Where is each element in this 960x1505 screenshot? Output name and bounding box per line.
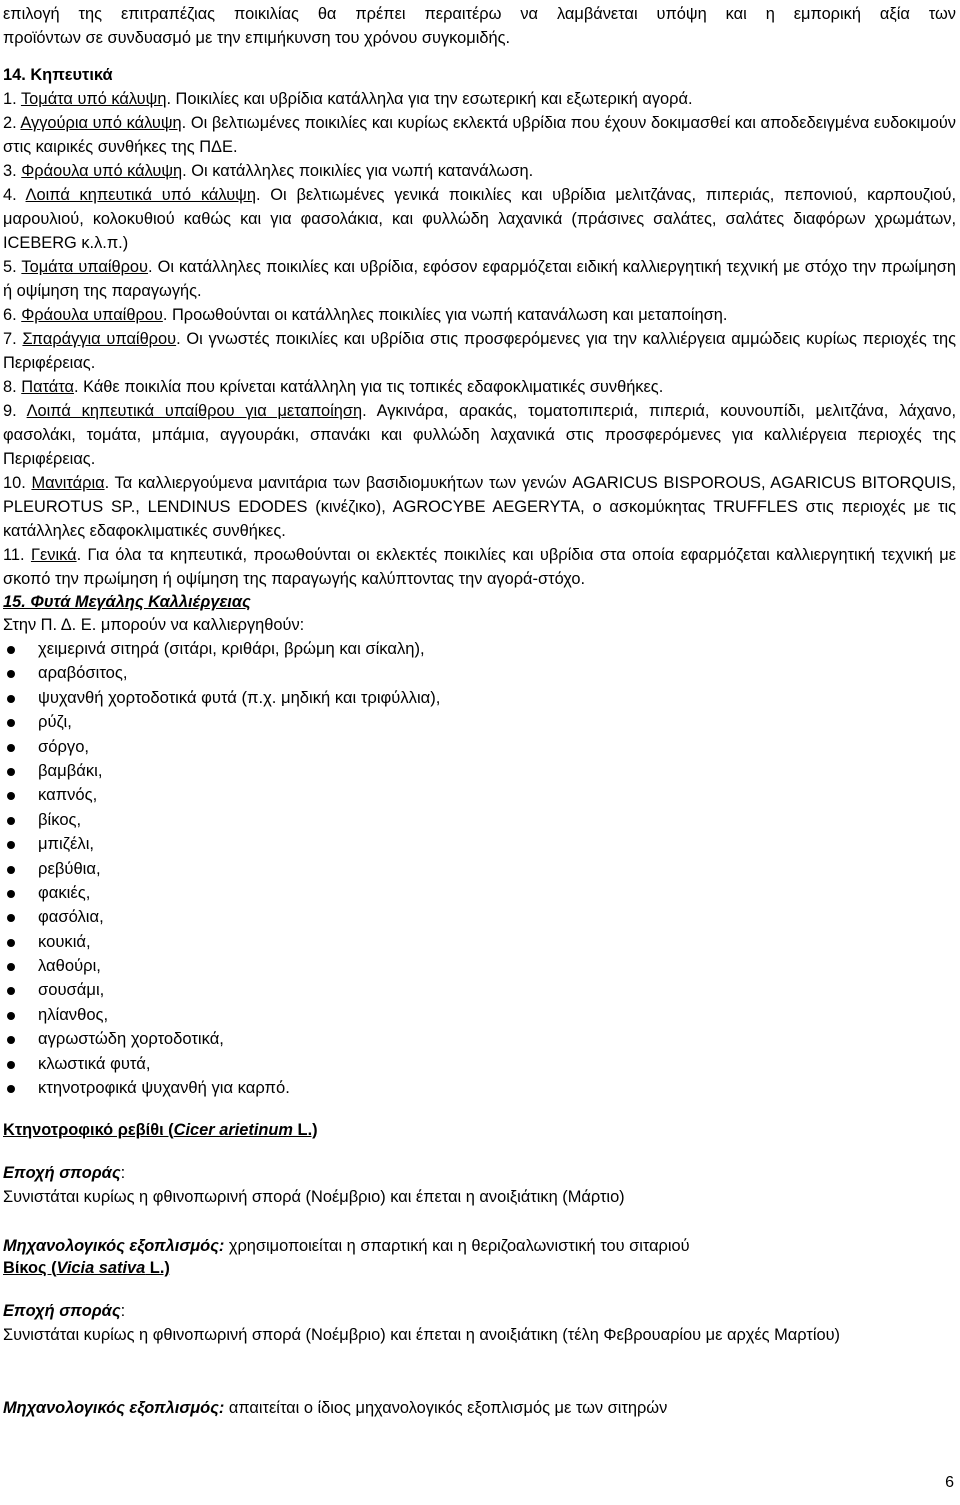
crop-list-item: μπιζέλι, [0,832,440,856]
vetch-equipment: Μηχανολογικός εξοπλισμός: απαιτείται ο ίδιος μηχανολογικός εξοπλισμός με των σιτηρών [3,1399,668,1417]
section-15-intro: Στην Π. Δ. Ε. μπορούν να καλλιεργηθούν: [3,616,305,634]
veg-item-3-title: Φράουλα υπό κάλυψη [21,162,183,180]
crop-list-item: ψυχανθή χορτοδοτικά φυτά (π.χ. μηδική και τριφύλλια), [0,686,440,710]
crop-list-item: ηλίανθος, [0,1003,440,1027]
crop-list-item: χειμερινά σιτηρά (σιτάρι, κριθάρι, βρώμη και σίκαλη), [0,637,440,661]
veg-item-9-title: Λοιπά κηπευτικά υπαίθρου για μεταποίηση [26,402,363,420]
veg-item-11-title: Γενικά [30,546,77,564]
crop-list-item: σόργο, [0,735,440,759]
crop-list-item: βαμβάκι, [0,759,440,783]
veg-item-4-title: Λοιπά κηπευτικά υπό κάλυψη [25,186,256,204]
veg-item-10: 10. Μανιτάρια. Τα καλλιεργούμενα μανιτάρια των βασιδιομυκήτων των γενών AGARICUS BISPOROUS, AGARICUS BITORQUIS, PLEUROTUS SP., LENDINUS EDODES (κινέζικο), AGROCYBE AEGERYTA, ο ασκομύκητας TRUFFLES στις περιοχές με τις κατάλληλες εδαφοκλιματικές συνθήκες. [3,474,956,541]
bullet-icon [7,1036,15,1044]
bullet-icon [7,890,15,898]
crop-list-item: λαθούρι, [0,954,440,978]
chickpea-season-text: Συνιστάται κυρίως η φθινοπωρινή σπορά (Νοέμβριο) και έπεται η ανοιξιάτικη (Μάρτιο) [3,1188,625,1206]
veg-item-5-title: Τομάτα υπαίθρου [21,258,149,276]
crop-list-item: φασόλια, [0,905,440,929]
crop-list-item: κτηνοτροφικά ψυχανθή για καρπό. [0,1076,440,1100]
bullet-icon [7,719,15,727]
crop-list-item: αραβόσιτος, [0,661,440,685]
bullet-icon [7,939,15,947]
bullet-icon [7,987,15,995]
section-14-heading: 14. Κηπευτικά [3,66,113,84]
bullet-icon [7,963,15,971]
bullet-icon [7,817,15,825]
intro-line-1: επιλογή της επιτραπέζιας ποικιλίας θα πρέπει περαιτέρω να λαμβάνεται υπόψη και η εμπορική αξία των [3,5,956,23]
crop-list-item: σουσάμι, [0,978,440,1002]
bullet-icon [7,646,15,654]
veg-item-6: 6. Φράουλα υπαίθρου. Προωθούνται οι κατάλληλες ποικιλίες για νωπή κατανάλωση και μεταποίηση. [3,306,728,324]
veg-item-6-title: Φράουλα υπαίθρου [21,306,163,324]
bullet-icon [7,1012,15,1020]
bullet-icon [7,914,15,922]
veg-item-8-title: Πατάτα [21,378,74,396]
bullet-icon [7,744,15,752]
veg-item-2: 2. Αγγούρια υπό κάλυψη. Οι βελτιωμένες ποικιλίες και κυρίως εκλεκτά υβρίδια που έχουν δοκιμασθεί και αποδεδειγμένα ευδοκιμούν στις καιρικές συνθήκες της ΠΔΕ. [3,114,956,157]
chickpea-equipment: Μηχανολογικός εξοπλισμός: χρησιμοποιείται η σπαρτική και η θεριζοαλωνιστική του σιταριού [3,1237,690,1255]
veg-item-1-title: Τομάτα υπό κάλυψη [20,90,167,108]
veg-item-8: 8. Πατάτα. Κάθε ποικιλία που κρίνεται κατάλληλη για τις τοπικές εδαφοκλιματικές συνθήκες. [3,378,664,396]
bullet-icon [7,792,15,800]
crop-list-item: ρεβύθια, [0,857,440,881]
crop-list-item: βίκος, [0,808,440,832]
chickpea-heading: Κτηνοτροφικό ρεβίθι (Cicer arietinum L.) [3,1121,318,1139]
veg-item-4: 4. Λοιπά κηπευτικά υπό κάλυψη. Οι βελτιωμένες γενικά ποικιλίες και υβρίδια μελιτζάνας, πιπεριάς, πεπονιού, καρπουζιού, μαρουλιού, κολοκυθιού καθώς και για φασολάκια, και φυλλώδη λαχανικά (πράσινες σαλάτες, σαλάτες διαφόρων χρωμάτων, ICEBERG κ.λ.π.) [3,186,956,253]
section-15-heading: 15. Φυτά Μεγάλης Καλλιέργειας [3,593,251,611]
bullet-icon [7,670,15,678]
page-number: 6 [945,1474,954,1491]
bullet-icon [7,841,15,849]
bullet-icon [7,695,15,703]
vetch-season-text: Συνιστάται κυρίως η φθινοπωρινή σπορά (Νοέμβριο) και έπεται η ανοιξιάτικη (τέλη Φεβρουαρίου με αρχές Μαρτίου) [3,1326,841,1344]
crop-list-item: αγρωστώδη χορτοδοτικά, [0,1027,440,1051]
intro-line-2: προϊόντων σε συνδυασμό με την επιμήκυνση του χρόνου συγκομιδής. [3,29,511,47]
vetch-heading: Βίκος (Vicia sativa L.) [3,1259,170,1277]
veg-item-11: 11. Γενικά. Για όλα τα κηπευτικά, προωθούνται οι εκλεκτές ποικιλίες και υβρίδια στα οποία εφαρμόζεται καλλιεργητική τεχνική με σκοπό την πρωίμηση ή οψίμηση της παραγωγής καλύπτοντας την αγορά-στόχο. [3,546,957,589]
veg-item-7-title: Σπαράγγια υπαίθρου [22,330,177,348]
crop-list-item: φακιές, [0,881,440,905]
veg-item-7: 7. Σπαράγγια υπαίθρου. Οι γνωστές ποικιλίες και υβρίδια στις προσφερόμενες για την καλλιέργεια αμμώδεις κυρίως περιοχές της Περιφέρειας. [3,330,956,373]
bullet-icon [7,866,15,874]
veg-item-9: 9. Λοιπά κηπευτικά υπαίθρου για μεταποίηση. Αγκινάρα, αρακάς, τοματοπιπεριά, πιπεριά, κουνουπίδι, μελιτζάνα, λάχανο, φασολάκι, τομάτα, μπάμια, αγγουράκι, σπανάκι και φυλλώδη λαχανικά στις προσφερόμενες για καλλιέργεια περιοχές της Περιφέρειας. [3,402,956,469]
crop-list-item: κουκιά, [0,930,440,954]
bullet-icon [7,768,15,776]
crop-list-item: καπνός, [0,783,440,807]
chickpea-season-label: Εποχή σποράς: [3,1164,126,1182]
veg-item-3: 3. Φράουλα υπό κάλυψη. Οι κατάλληλες ποικιλίες για νωπή κατανάλωση. [3,162,534,180]
crop-list-item: κλωστικά φυτά, [0,1052,440,1076]
veg-item-1: 1. Τομάτα υπό κάλυψη. Ποικιλίες και υβρίδια κατάλληλα για την εσωτερική και εξωτερική αγορά. [3,90,693,108]
crop-list [0,637,440,1100]
veg-item-2-title: Αγγούρια υπό κάλυψη [20,114,182,132]
vetch-season-label: Εποχή σποράς: [3,1302,126,1320]
veg-item-5: 5. Τομάτα υπαίθρου. Οι κατάλληλες ποικιλίες και υβρίδια, εφόσον εφαρμόζεται ειδική καλλιεργητική τεχνική με στόχο την πρωίμηση ή οψίμηση της παραγωγής. [3,258,956,301]
veg-item-10-title: Μανιτάρια [31,474,105,492]
crop-list-item: ρύζι, [0,710,440,734]
bullet-icon [7,1061,15,1069]
bullet-icon [7,1085,15,1093]
